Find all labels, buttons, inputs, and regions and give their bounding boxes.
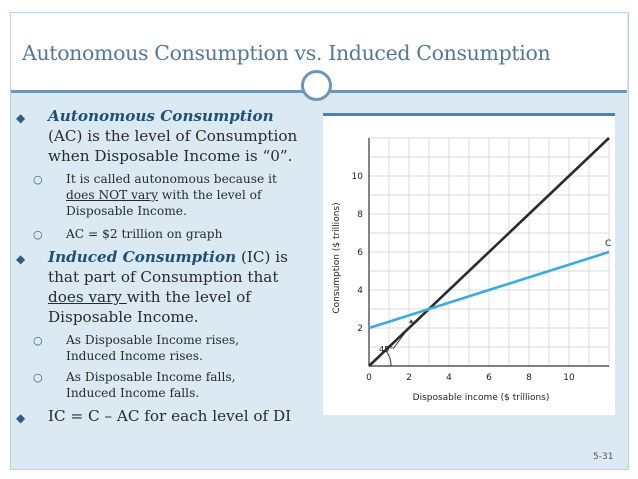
sub-bullet-marker-icon: ○: [33, 173, 43, 186]
consumption-line-label: C: [605, 239, 612, 249]
x-tick-label: 0: [366, 373, 372, 383]
ac-sub1-line2: [66, 188, 262, 203]
ic-sub1-line1: As Disposable Income rises,: [66, 333, 240, 347]
ac-line2: when Disposable Income is “0”.: [48, 147, 293, 165]
chart-svg: [323, 116, 615, 412]
ac-not-vary: does NOT vary: [66, 188, 159, 202]
ic-line1: that part of Consumption that: [48, 268, 279, 286]
sub-bullet-marker-icon: ○: [33, 334, 43, 347]
y-tick-label: 2: [357, 324, 363, 334]
ac-line1: (AC) is the level of Consumption: [48, 127, 298, 145]
ic-term: Induced Consumption: [48, 248, 237, 266]
ic-line2: [48, 288, 251, 307]
bullet-ac: [48, 107, 274, 126]
ac-sub1-line1: It is called autonomous because it: [66, 172, 277, 186]
ic-sub1-line2: Induced Income rises.: [66, 349, 203, 363]
y-tick-label: 10: [351, 172, 363, 182]
x-axis-label: Disposable income ($ trillions): [412, 393, 550, 403]
ac-sub1-line3: Disposable Income.: [66, 204, 187, 218]
x-tick-label: 2: [406, 373, 412, 383]
consumption-chart: [323, 113, 615, 415]
ic-line2-rest: with the level of: [126, 288, 251, 306]
bullet-marker-icon: ◆: [16, 411, 26, 425]
ic-term-suffix: (IC) is: [236, 248, 288, 266]
ac-sub1-line2-rest: with the level of: [158, 188, 262, 202]
x-tick-label: 6: [486, 373, 492, 383]
y-axis-label: Consumption ($ trillions): [332, 202, 342, 314]
bullet-marker-icon: ◆: [16, 111, 26, 125]
y-tick-label: 4: [357, 286, 363, 296]
page-number: 5-31: [593, 452, 614, 462]
sub-bullet-marker-icon: ○: [33, 371, 43, 384]
ic-sub2-line2: Induced Income falls.: [66, 386, 200, 400]
angle-label: 45°: [379, 345, 394, 354]
circle-ornament-icon: [301, 70, 332, 101]
ic-line3: Disposable Income.: [48, 308, 199, 326]
formula: IC = C – AC for each level of DI: [48, 407, 292, 425]
sub-bullet-marker-icon: ○: [33, 228, 43, 241]
ic-does-vary: does vary: [48, 288, 127, 306]
y-tick-label: 8: [357, 210, 363, 220]
x-tick-label: 4: [446, 373, 452, 383]
angle-pointer: [393, 322, 413, 349]
x-tick-label: 10: [563, 373, 575, 383]
ac-term: Autonomous Consumption: [48, 107, 274, 125]
x-tick-label: 8: [526, 373, 532, 383]
ic-sub2-line1: As Disposable Income falls,: [66, 370, 236, 384]
bullet-ic: [48, 248, 288, 267]
ac-sub2: AC = $2 trillion on graph: [66, 227, 223, 241]
bullet-marker-icon: ◆: [16, 252, 26, 266]
y-tick-label: 6: [357, 248, 363, 258]
slide-title: Autonomous Consumption vs. Induced Consumption: [22, 41, 551, 65]
